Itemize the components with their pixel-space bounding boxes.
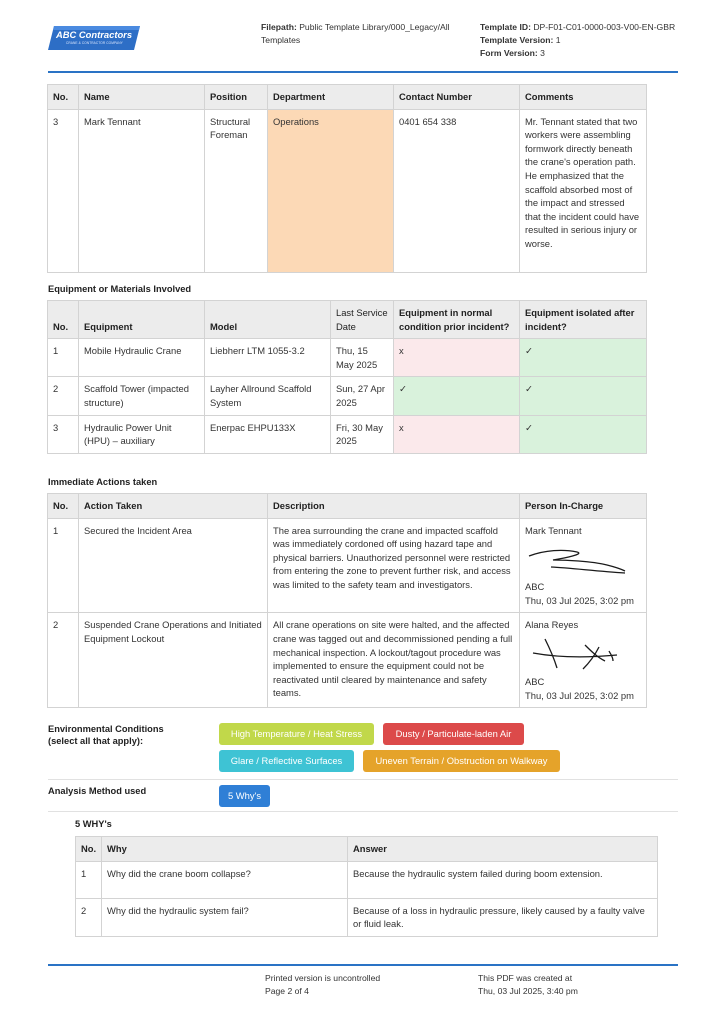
section-divider [48,811,678,812]
why-answer: Because the hydraulic system failed during boom extension. [348,861,658,898]
col-header-action: Action Taken [79,494,268,519]
logo-tagline: CRANE & CONTRACTOR COMPANY [66,41,123,45]
table-row [48,613,647,708]
action-description: All crane operations on site were halted, and the affected crane was tagged out and decommissioned pending a full mechanical inspection. A lockout/tagout procedure was implemented to ensure the equipment could not be reactivated until cleared by maintenance and safety teams. [268,613,520,708]
analysis-label: Analysis Method used [48,786,147,796]
action-no: 2 [48,613,79,708]
witness-comments: Mr. Tennant stated that two workers were assembling formwork directly beneath the crane's operation path. He emphasized that the scaffold absorbed most of the impact and stressed that the incident could have resulted in serious injury or worse. [520,109,647,272]
col-header-no: No. [48,301,79,339]
isolated-yes: ✓ [520,339,647,377]
equipment-model: Enerpac EHPU133X [205,415,331,453]
equipment-table [47,300,647,454]
isolated-yes: ✓ [520,377,647,415]
why-answer: Because of a loss in hydraulic pressure, likely caused by a faulty valve or fluid leak. [348,898,658,936]
col-header-normal-condition: Equipment in normal condition prior incident? [394,301,520,339]
table-row [76,861,658,898]
form-version-label: Form Version: [480,48,538,58]
table-header-row [48,494,647,519]
col-header-why: Why [102,837,348,862]
footer-print-info [265,972,380,998]
col-header-model: Model [205,301,331,339]
signature-image [525,540,629,578]
footer-created-info [478,972,578,998]
filepath-label: Filepath: [261,22,297,32]
equipment-no: 1 [48,339,79,377]
env-chip-dust[interactable]: Dusty / Particulate-laden Air [383,723,524,745]
col-header-contact: Contact Number [394,85,520,110]
equipment-name: Hydraulic Power Unit (HPU) – auxiliary [79,415,205,453]
equipment-name: Mobile Hydraulic Crane [79,339,205,377]
env-chip-glare[interactable]: Glare / Reflective Surfaces [219,750,354,772]
witness-contact: 0401 654 338 [394,109,520,272]
witness-position: Structural Foreman [205,109,268,272]
table-row [48,518,647,613]
company-logo [48,26,140,50]
table-row [48,339,647,377]
equipment-model: Liebherr LTM 1055-3.2 [205,339,331,377]
person-name: Mark Tennant [525,524,582,536]
footer-created-label: This PDF was created at [478,973,573,983]
action-no: 1 [48,518,79,613]
equipment-service-date: Thu, 15 May 2025 [331,339,394,377]
environment-label-line2: (select all that apply): [48,736,144,746]
why-no: 1 [76,861,102,898]
equipment-section-title: Equipment or Materials Involved [48,284,192,294]
col-header-no: No. [76,837,102,862]
col-header-equipment: Equipment [79,301,205,339]
equipment-name: Scaffold Tower (impacted structure) [79,377,205,415]
filepath-block [261,21,461,47]
equipment-service-date: Fri, 30 May 2025 [331,415,394,453]
signed-date: Thu, 03 Jul 2025, 3:02 pm [525,689,634,701]
signature-image [525,635,629,673]
actions-section-title: Immediate Actions taken [48,477,158,487]
page-number: Page 2 of 4 [265,986,309,996]
environment-label [48,723,164,747]
template-id-label: Template ID: [480,22,531,32]
equipment-no: 3 [48,415,79,453]
template-id-value: DP-F01-C01-0000-003-V00-EN-GBR [533,22,676,32]
col-header-position: Position [205,85,268,110]
analysis-method-chip[interactable]: 5 Why's [219,785,270,807]
footer-divider [48,964,678,966]
table-row [48,109,647,272]
normal-condition-no: x [394,415,520,453]
template-version-value: 1 [555,35,561,45]
action-description: The area surrounding the crane and impacted scaffold was immediately cordoned off using hazard tape and physical barriers. Unauthorized personnel were restricted from entering the zone to prevent further risk, and access was limited to the safety team and investigators. [268,518,520,613]
environment-label-line1: Environmental Conditions [48,724,164,734]
person-in-charge [520,613,647,708]
footer-uncontrolled-note: Printed version is uncontrolled [265,973,381,983]
witness-department: Operations [268,109,394,272]
form-version-value: 3 [540,48,545,58]
witness-no: 3 [48,109,79,272]
action-taken: Suspended Crane Operations and Initiated Equipment Lockout [79,613,268,708]
person-company: ABC [525,675,545,687]
normal-condition-no: x [394,339,520,377]
env-chip-terrain[interactable]: Uneven Terrain / Obstruction on Walkway [363,750,560,772]
col-header-description: Description [268,494,520,519]
col-header-person: Person In-Charge [520,494,647,519]
why-no: 2 [76,898,102,936]
person-company: ABC [525,581,545,593]
logo-text: ABC Contractors [56,29,133,40]
table-header-row [48,301,647,339]
col-header-department: Department [268,85,394,110]
table-row [48,377,647,415]
table-row [76,898,658,936]
col-header-no: No. [48,85,79,110]
five-whys-table [75,836,658,937]
person-in-charge [520,518,647,613]
equipment-no: 2 [48,377,79,415]
action-taken: Secured the Incident Area [79,518,268,613]
section-divider [48,779,678,780]
equipment-service-date: Sun, 27 Apr 2025 [331,377,394,415]
normal-condition-yes: ✓ [394,377,520,415]
person-name: Alana Reyes [525,619,579,631]
table-header-row [48,85,647,110]
page-header [0,0,725,74]
filepath-value: Public Template Library/000_Legacy/All Templates [261,22,450,45]
actions-table [47,493,647,708]
five-whys-title: 5 WHY's [75,819,112,829]
footer-created-date: Thu, 03 Jul 2025, 3:40 pm [478,986,578,996]
witness-table [47,84,647,273]
col-header-no: No. [48,494,79,519]
equipment-model: Layher Allround Scaffold System [205,377,331,415]
table-header-row [76,837,658,862]
isolated-yes: ✓ [520,415,647,453]
col-header-isolated: Equipment isolated after incident? [520,301,647,339]
col-header-name: Name [79,85,205,110]
col-header-comments: Comments [520,85,647,110]
template-info-block [480,21,700,60]
env-chip-heat[interactable]: High Temperature / Heat Stress [219,723,374,745]
why-question: Why did the hydraulic system fail? [102,898,348,936]
header-divider [48,71,678,73]
witness-name: Mark Tennant [79,109,205,272]
template-version-label: Template Version: [480,35,554,45]
why-question: Why did the crane boom collapse? [102,861,348,898]
col-header-last-service: Last Service Date [331,301,394,339]
col-header-answer: Answer [348,837,658,862]
signed-date: Thu, 03 Jul 2025, 3:02 pm [525,594,634,606]
table-row [48,415,647,453]
